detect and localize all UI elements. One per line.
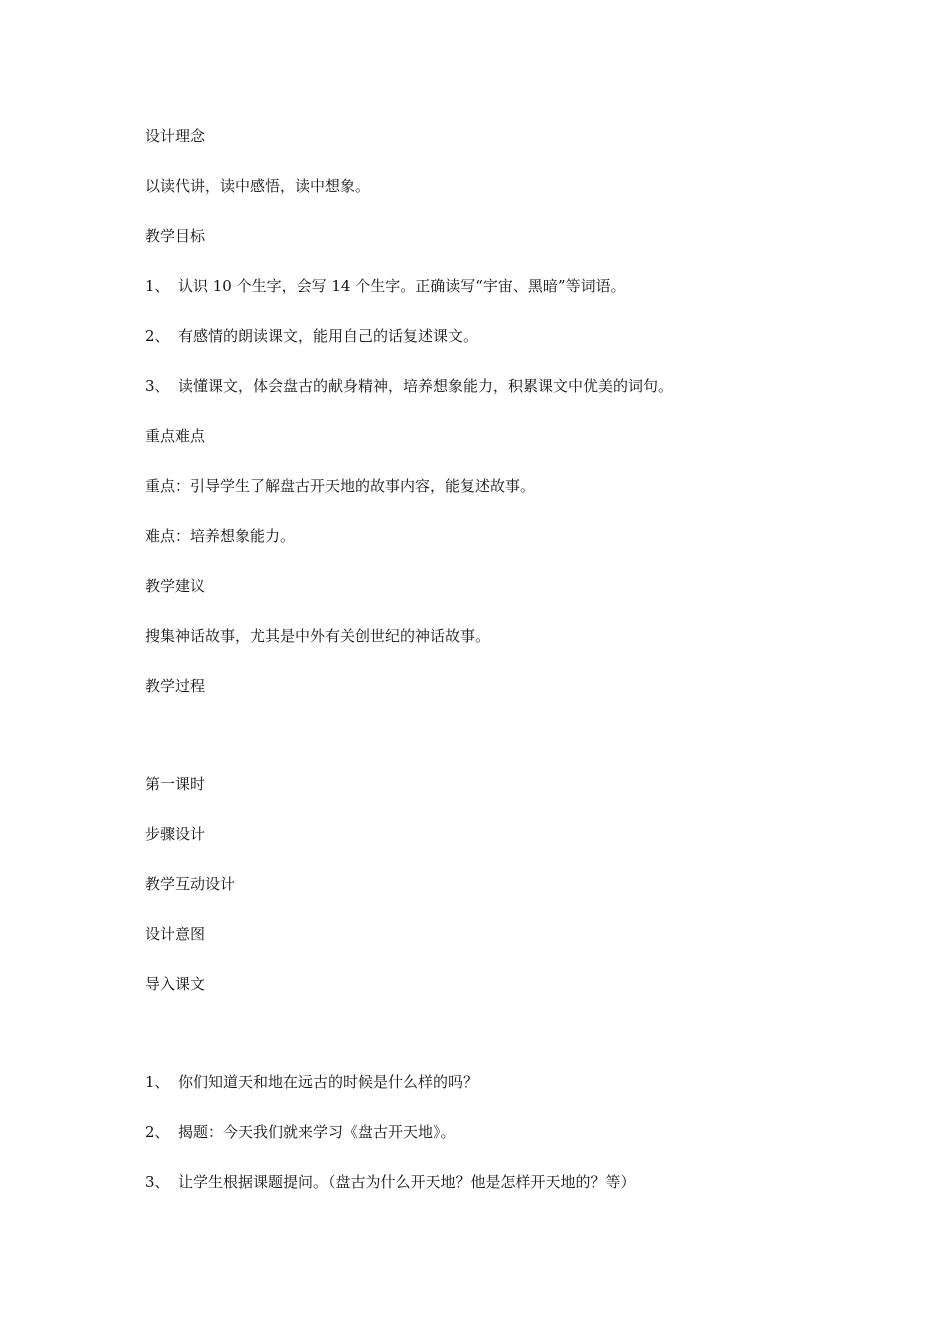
intro-step-1 (145, 1072, 478, 1092)
heading-key-points: 重点难点 (145, 427, 206, 445)
step-number: 3、 (145, 1173, 170, 1191)
goal-text: 认识 10 个生字，会写 14 个生字。正确读写“宇宙、黑暗”等词语。 (178, 277, 626, 295)
step-number: 2、 (145, 1123, 170, 1141)
intro-label: 导入课文 (145, 975, 206, 993)
goal-number: 3、 (145, 377, 170, 395)
step-number: 1、 (145, 1073, 170, 1091)
goal-item-2 (145, 326, 478, 346)
concept-text: 以读代讲，读中感悟，读中想象。 (145, 177, 371, 195)
lesson-one-title: 第一课时 (145, 775, 206, 793)
goal-item-1 (145, 276, 626, 296)
goal-text: 读懂课文，体会盘古的献身精神，培养想象能力，积累课文中优美的词句。 (178, 377, 674, 395)
step-text: 让学生根据课题提问。（盘古为什么开天地？他是怎样开天地的？等） (178, 1173, 636, 1191)
goal-text: 有感情的朗读课文，能用自己的话复述课文。 (178, 327, 479, 345)
step-design-label: 步骤设计 (145, 825, 206, 843)
step-text: 揭题：今天我们就来学习《盘古开天地》。 (178, 1123, 456, 1141)
key-point-text: 重点：引导学生了解盘古开天地的故事内容，能复述故事。 (145, 477, 536, 495)
difficulty-text: 难点：培养想象能力。 (145, 527, 296, 545)
goal-item-3 (145, 376, 673, 396)
heading-teaching-goals: 教学目标 (145, 227, 206, 245)
goal-number: 1、 (145, 277, 170, 295)
heading-teaching-process: 教学过程 (145, 677, 206, 695)
step-text: 你们知道天和地在远古的时候是什么样的吗？ (178, 1073, 479, 1091)
goal-number: 2、 (145, 327, 170, 345)
intro-step-2 (145, 1122, 456, 1142)
design-intent-label: 设计意图 (145, 925, 206, 943)
heading-teaching-suggestion: 教学建议 (145, 577, 206, 595)
interaction-design-label: 教学互动设计 (145, 875, 236, 893)
suggestion-text: 搜集神话故事，尤其是中外有关创世纪的神话故事。 (145, 627, 491, 645)
intro-step-3 (145, 1172, 636, 1192)
heading-design-concept: 设计理念 (145, 127, 206, 145)
